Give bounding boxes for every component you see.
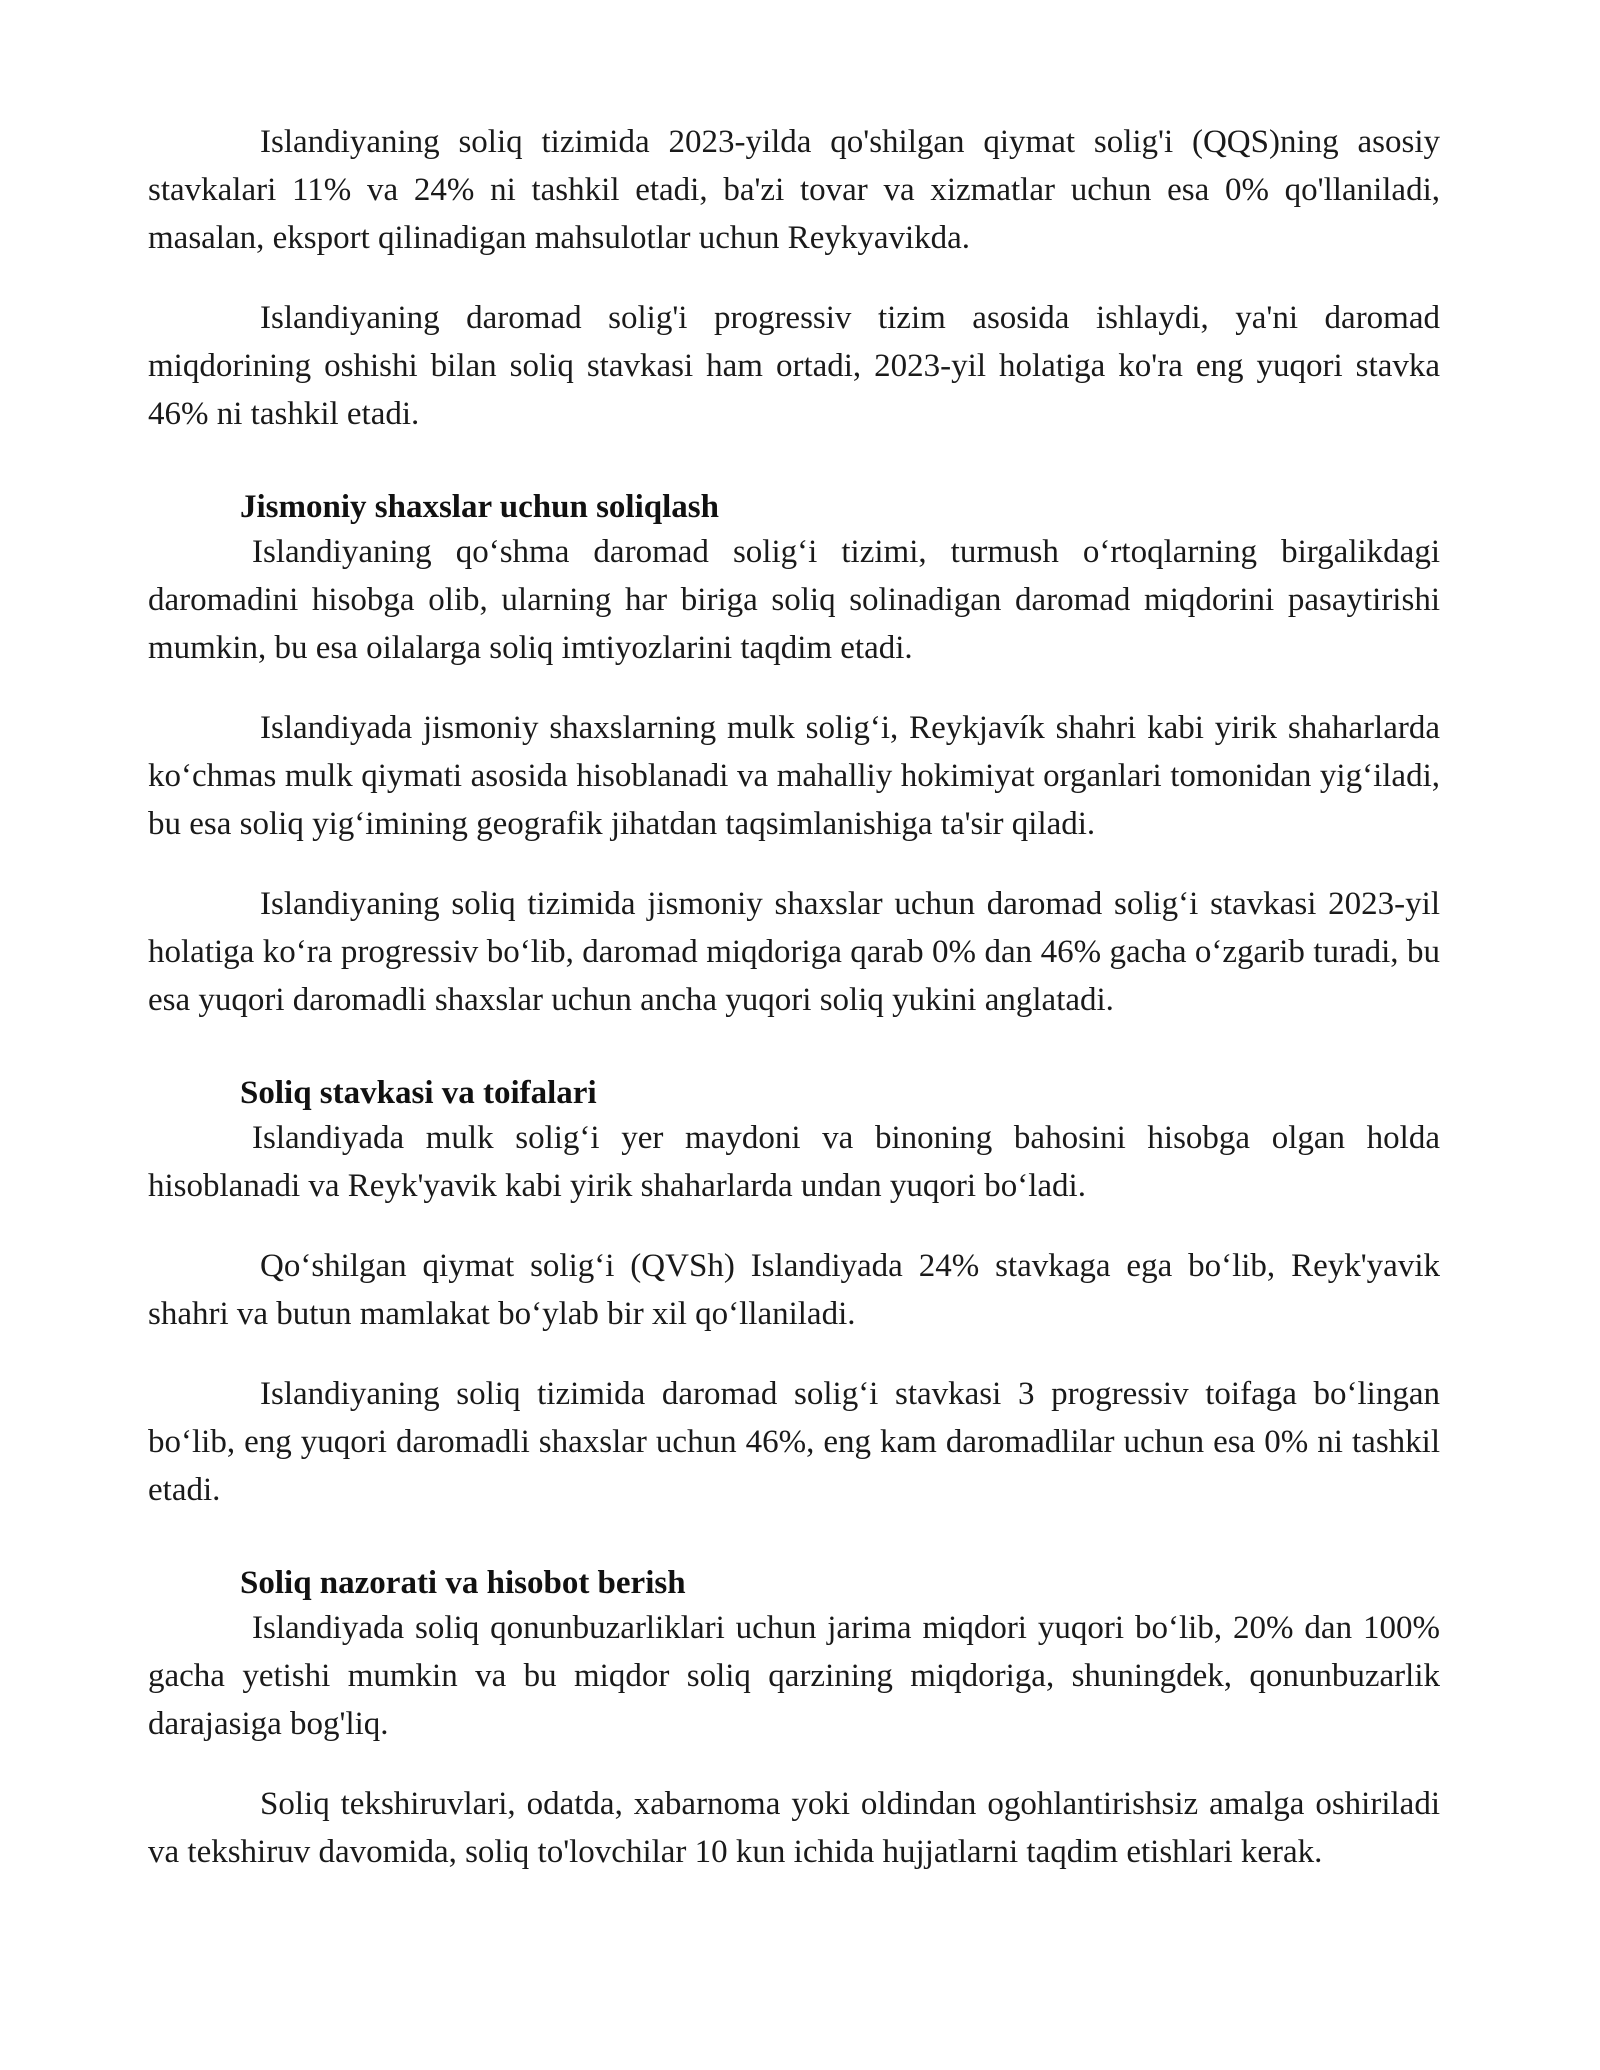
paragraph-income-tax-progressive: Islandiyaning daromad solig'i progressiv tizim asosida ishlaydi, ya'ni daromad miqdorining oshishi bilan soliq stavkasi ham ortadi, 2023-yil holatiga ko'ra eng yuqori stavka 46% ni tashkil etadi. [148,300,1440,432]
paragraph-income-tax-rate: Islandiyaning soliq tizimida jismoniy shaxslar uchun daromad solig‘i stavkasi 2023-yil holatiga ko‘ra progressiv bo‘lib, daromad miqdoriga qarab 0% dan 46% gacha o‘zgarib turadi, bu esa yuqori daromadli shaxslar uchun ancha yuqori soliq yukini anglatadi. [148,886,1440,1018]
paragraph-vat-24: Qo‘shilgan qiymat solig‘i (QVSh) Islandiyada 24% stavkaga ega bo‘lib, Reyk'yavik shahri va butun mamlakat bo‘ylab bir xil qo‘llaniladi. [148,1248,1440,1332]
paragraph-tax-penalties: Islandiyada soliq qonunbuzarliklari uchun jarima miqdori yuqori bo‘lib, 20% dan 100% gacha yetishi mumkin va bu miqdor soliq qarzining miqdoriga, shuningdek, qonunbuzarlik darajasiga bog'liq. [148,1610,1440,1742]
paragraph-property-tax: Islandiyada jismoniy shaxslarning mulk solig‘i, Reykjavík shahri kabi yirik shaharlarda ko‘chmas mulk qiymati asosida hisoblanadi va mahalliy hokimiyat organlari tomonidan yig‘iladi, bu esa soliq yig‘imining geografik jihatdan taqsimlanishiga ta'sir qiladi. [148,710,1440,842]
paragraph-tax-audits: Soliq tekshiruvlari, odatda, xabarnoma yoki oldindan ogohlantirishsiz amalga oshiriladi va tekshiruv davomida, soliq to'lovchilar 10 kun ichida hujjatlarni taqdim etishlari kerak. [148,1786,1440,1870]
document-page [148,118,1440,1908]
paragraph-joint-income-tax: Islandiyaning qo‘shma daromad solig‘i tizimi, turmush o‘rtoqlarning birgalikdagi daromadini hisobga olib, ularning har biriga soliq solinadigan daromad miqdorini pasaytirishi mumkin, bu esa oilalarga soliq imtiyozlarini taqdim etadi. [148,534,1440,666]
paragraph-property-tax-land: Islandiyada mulk solig‘i yer maydoni va binoning bahosini hisobga olgan holda hisoblanadi va Reyk'yavik kabi yirik shaharlarda undan yuqori bo‘ladi. [148,1120,1440,1204]
heading-individual-taxation: Jismoniy shaxslar uchun soliqlash [240,489,719,525]
paragraph-income-tax-brackets: Islandiyaning soliq tizimida daromad solig‘i stavkasi 3 progressiv toifaga bo‘lingan bo‘lib, eng yuqori daromadli shaxslar uchun 46%, eng kam daromadlilar uchun esa 0% ni tashkil etadi. [148,1376,1440,1508]
heading-tax-control-reporting: Soliq nazorati va hisobot berish [240,1565,686,1601]
heading-tax-rates-categories: Soliq stavkasi va toifalari [240,1075,597,1111]
paragraph-vat-rates: Islandiyaning soliq tizimida 2023-yilda qo'shilgan qiymat solig'i (QQS)ning asosiy stavkalari 11% va 24% ni tashkil etadi, ba'zi tovar va xizmatlar uchun esa 0% qo'llaniladi, masalan, eksport qilinadigan mahsulotlar uchun Reykyavikda. [148,124,1440,256]
